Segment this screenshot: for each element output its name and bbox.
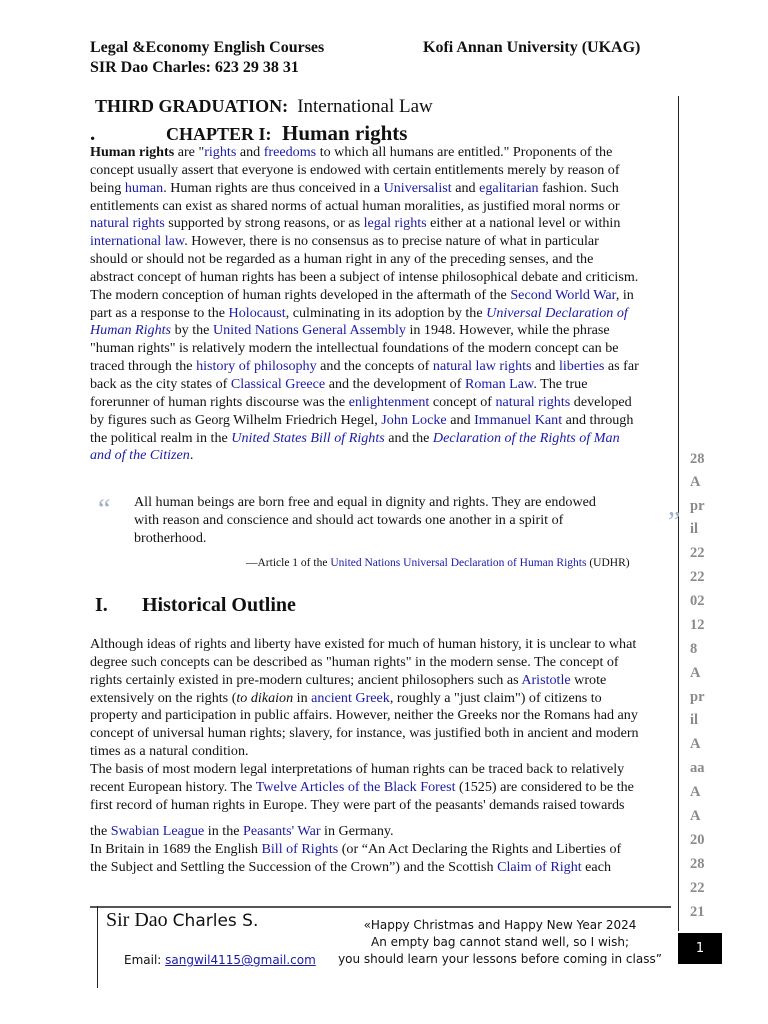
side-text: 21 xyxy=(690,904,705,920)
link-natural-rights[interactable]: natural rights xyxy=(90,215,165,232)
intro-line: Human rights are "rights and freedoms to which all humans are entitled." Proponents of the xyxy=(90,144,613,160)
footer-email: Email: sangwil4115@gmail.com xyxy=(124,953,316,967)
side-text: 20 xyxy=(690,832,705,848)
history-line: Although ideas of rights and liberty have existed for much of human history, it is unclear to what xyxy=(90,636,637,652)
link-natural-law-rights[interactable]: natural law rights xyxy=(432,358,532,375)
link-ancient-greek[interactable]: ancient Greek xyxy=(311,689,390,706)
side-text: 12 xyxy=(690,617,705,633)
intro-line: back as the city states of Classical Greece and the development of Roman Law. The true xyxy=(90,375,588,392)
link-udhr[interactable]: Universal Declaration of xyxy=(486,304,628,321)
email-link[interactable]: sangwil4115@gmail.com xyxy=(165,953,316,967)
history-line: rights certainly existed in pre-modern cultures; ancient philosophers such as Aristotle wrote xyxy=(90,671,607,688)
link-history-of-philosophy[interactable]: history of philosophy xyxy=(196,358,317,375)
side-text: aa xyxy=(690,760,705,776)
history-line: concept of universal human rights; slavery, for instance, was justified both in ancient and modern xyxy=(90,725,639,742)
link-freedoms[interactable]: freedoms xyxy=(263,144,317,160)
link-aristotle[interactable]: Aristotle xyxy=(521,671,571,688)
history-line: times as a natural condition. xyxy=(90,743,249,760)
history-line: property and participation in public affairs. However, neither the Greeks nor the Romans had any xyxy=(90,707,638,724)
footer-message xyxy=(330,917,670,968)
side-text: A xyxy=(690,474,701,490)
link-roman-law[interactable]: Roman Law xyxy=(464,375,534,392)
link-us-bill-of-rights[interactable]: United States Bill of Rights xyxy=(231,429,385,446)
link-of-the-citizen[interactable]: and of the Citizen xyxy=(90,447,190,464)
intro-line: forerunner of human rights discourse was the enlightenment concept of natural rights developed xyxy=(90,393,632,410)
side-text: il xyxy=(690,712,699,728)
subject-label: International Law xyxy=(297,96,433,117)
side-text: A xyxy=(690,808,701,824)
history-paragraph xyxy=(90,636,680,814)
footer-message-line: you should learn your lessons before coming in class” xyxy=(338,952,662,966)
history-line: the Subject and Settling the Succession of the Crown”) and the Scottish Claim of Right each xyxy=(90,858,611,875)
link-international-law[interactable]: international law xyxy=(90,233,185,250)
footer-name: Sir Dao Charles S. xyxy=(106,909,259,931)
side-text: 22 xyxy=(690,880,705,896)
footer-message-line: An empty bag cannot stand well, so I wish; xyxy=(370,935,630,949)
history-line: first record of human rights in Europe. They were part of the peasants' demands raised towards xyxy=(90,796,625,813)
history-line: the Swabian League in the Peasants' War in Germany. xyxy=(90,823,394,839)
side-text: 02 xyxy=(690,593,705,609)
intro-line: "human rights" is relatively modern the intellectual foundations of the modern concept can be xyxy=(90,340,619,357)
side-text: pr xyxy=(690,689,705,705)
intro-line: The modern conception of human rights developed in the aftermath of the Second World War, in xyxy=(90,286,634,303)
intro-line: Human Rights by the United Nations General Assembly in 1948. However, while the phrase xyxy=(90,322,610,339)
history-paragraph-2 xyxy=(90,823,680,877)
quote-line: with reason and conscience and should act towards one another in a spirit of xyxy=(134,511,564,528)
intro-line: international law. However, there is no consensus as to precise nature of what in particular xyxy=(90,233,599,250)
link-twelve-articles[interactable]: Twelve Articles of the Black Forest xyxy=(255,778,456,795)
intro-line: the political realm in the United States Bill of Rights and the Declaration of the Rights of Man xyxy=(90,429,620,446)
side-text: pr xyxy=(690,498,705,514)
intro-line: and of the Citizen. xyxy=(90,447,194,464)
link-universalist[interactable]: Universalist xyxy=(383,179,452,196)
intro-line: concept usually assert that everyone is endowed with certain entitlements merely by reason of xyxy=(90,161,620,178)
link-classical-greece[interactable]: Classical Greece xyxy=(230,375,326,392)
graduation-title xyxy=(95,96,433,118)
header-university: Kofi Annan University (UKAG) xyxy=(423,39,641,56)
intro-line: should or should not be regarded as a human right in any of the preceding senses, and the xyxy=(90,251,594,268)
link-second-world-war[interactable]: Second World War xyxy=(510,286,616,303)
intro-line: traced through the history of philosophy and the concepts of natural law rights and liberties as far xyxy=(90,358,639,375)
quote-line: brotherhood. xyxy=(134,529,207,546)
side-text: 8 xyxy=(690,641,698,657)
intro-line: being human. Human rights are thus conceived in a Universalist and egalitarian fashion. Such xyxy=(90,179,619,196)
side-text: 22 xyxy=(690,569,705,585)
history-line: extensively on the rights (to dikaion in ancient Greek, roughly a "just claim") of citizens to xyxy=(90,689,602,706)
intro-line: by figures such as Georg Wilhelm Friedrich Hegel, John Locke and Immanuel Kant and through xyxy=(90,411,634,428)
chapter-title xyxy=(90,121,690,146)
link-udhr-attribution[interactable]: United Nations Universal Declaration of Human Rights xyxy=(330,557,587,569)
history-line: The basis of most modern legal interpretations of human rights can be traced back to relatively xyxy=(90,760,625,777)
graduation-label: THIRD GRADUATION: xyxy=(95,96,289,116)
chapter-name: Human rights xyxy=(282,121,408,145)
section-title: Historical Outline xyxy=(142,594,296,616)
link-un-general-assembly[interactable]: United Nations General Assembly xyxy=(212,322,406,339)
intro-paragraph xyxy=(90,144,680,465)
link-immanuel-kant[interactable]: Immanuel Kant xyxy=(474,411,563,428)
open-quote-icon: “ xyxy=(98,494,111,525)
intro-line: part as a response to the Holocaust, culminating in its adoption by the Universal Declaration of xyxy=(90,304,628,321)
chapter-dot: . xyxy=(90,121,96,145)
link-swabian-league[interactable]: Swabian League xyxy=(110,823,205,839)
link-john-locke[interactable]: John Locke xyxy=(381,411,447,428)
history-line: In Britain in 1689 the English Bill of Rights (or “An Act Declaring the Rights and Liberties of xyxy=(90,840,622,857)
header-course: Legal &Economy English Courses xyxy=(90,39,325,56)
link-bill-of-rights[interactable]: Bill of Rights xyxy=(261,840,339,857)
link-peasants-war[interactable]: Peasants' War xyxy=(243,823,321,839)
link-egalitarian[interactable]: egalitarian xyxy=(479,179,539,196)
link-holocaust[interactable]: Holocaust xyxy=(228,304,286,321)
side-text: A xyxy=(690,736,701,752)
side-text: 28 xyxy=(690,856,705,872)
chapter-label: CHAPTER I: xyxy=(166,124,272,144)
page-number: 1 xyxy=(678,933,722,964)
header-instructor: SIR Dao Charles: 623 29 38 31 xyxy=(90,59,299,76)
footer-left-rule xyxy=(97,906,98,988)
footer-rule xyxy=(90,906,671,908)
side-text: 28 xyxy=(690,451,705,467)
quote-block xyxy=(134,494,674,548)
close-quote-icon: ” xyxy=(668,507,681,538)
link-natural-rights-2[interactable]: natural rights xyxy=(495,393,571,410)
quote-line: All human beings are born free and equal in dignity and rights. They are endowed xyxy=(134,494,596,510)
link-liberties[interactable]: liberties xyxy=(558,358,605,375)
link-enlightenment[interactable]: enlightenment xyxy=(348,393,430,410)
section-number: I. xyxy=(95,594,108,616)
side-text: A xyxy=(690,665,701,681)
history-line: recent European history. The Twelve Articles of the Black Forest (1525) are considered to be the xyxy=(90,778,634,795)
intro-line: natural rights supported by strong reasons, or as legal rights either at a national level or within xyxy=(90,215,621,232)
side-text: A xyxy=(690,784,701,800)
link-declaration-rights-of-man[interactable]: Declaration of the Rights of Man xyxy=(432,429,620,446)
link-human[interactable]: human xyxy=(124,179,164,196)
side-text: il xyxy=(690,521,699,537)
intro-line: entitlements can exist as shared norms of actual human moralities, as justified moral norms or xyxy=(90,197,620,214)
footer-message-line: «Happy Christmas and Happy New Year 2024 xyxy=(363,918,637,932)
link-rights[interactable]: rights xyxy=(204,144,237,160)
section-heading xyxy=(95,594,296,617)
link-claim-of-right[interactable]: Claim of Right xyxy=(497,858,582,875)
quote-attribution: —Article 1 of the United Nations Universal Declaration of Human Rights (UDHR) xyxy=(246,557,630,569)
intro-line: abstract concept of human rights has been a subject of intense philosophical debate and criticism. xyxy=(90,268,639,285)
link-legal-rights[interactable]: legal rights xyxy=(363,215,427,232)
side-text: 22 xyxy=(690,545,705,561)
link-udhr-2[interactable]: Human Rights xyxy=(90,322,172,339)
history-line: degree such concepts can be described as "human rights" in the modern sense. The concept of xyxy=(90,653,619,670)
